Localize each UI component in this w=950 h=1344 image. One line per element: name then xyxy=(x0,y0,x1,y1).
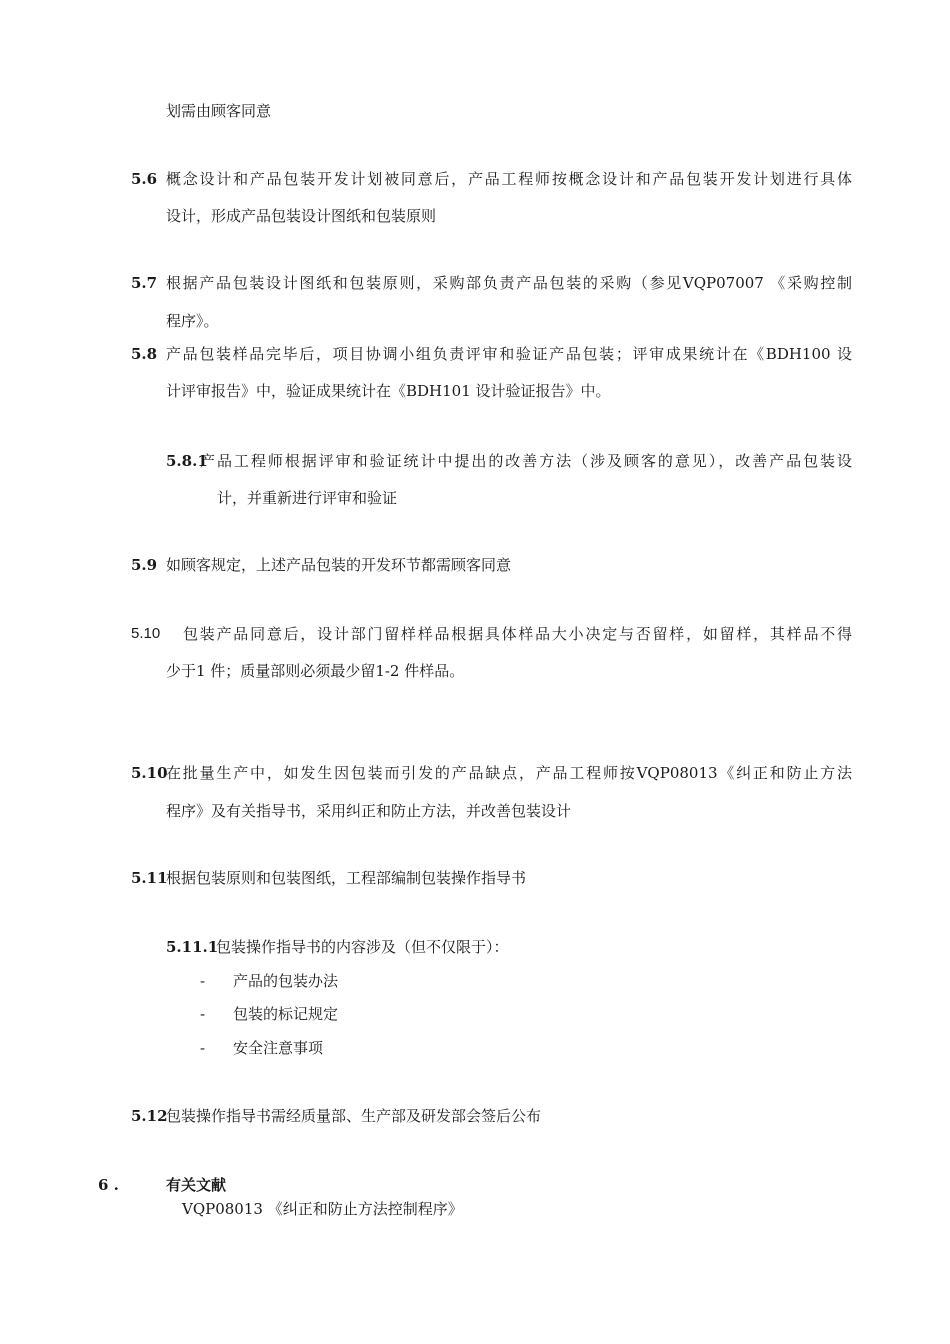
reference-item: VQP08013 《纠正和防止方法控制程序》 xyxy=(182,1200,463,1218)
section-number: 6 . xyxy=(98,1176,119,1194)
section-text: 概念设计和产品包装开发计划被同意后，产品工程师按概念设计和产品包装开发计划进行具体 xyxy=(166,170,852,188)
section-text: 少于1 件；质量部则必须最少留1-2 件样品。 xyxy=(166,662,465,680)
section-text: 根据包装原则和包装图纸，工程部编制包装操作指导书 xyxy=(166,869,527,887)
section-text: 如顾客规定，上述产品包装的开发环节都需顾客同意 xyxy=(166,556,512,574)
section-text: 产品工程师根据评审和验证统计中提出的改善方法（涉及顾客的意见），改善产品包装设 xyxy=(200,452,852,470)
list-bullet: - xyxy=(200,1039,206,1057)
section-number: 5.8 xyxy=(131,345,158,363)
section-number: 5.11.1 xyxy=(166,938,219,956)
section-number: 5.7 xyxy=(131,274,158,292)
list-item: 包装的标记规定 xyxy=(233,1005,339,1023)
section-number: 5.8.1 xyxy=(166,452,208,470)
section-text: 包装操作指导书需经质量部、生产部及研发部会签后公布 xyxy=(166,1107,542,1125)
section-number: 5.11 xyxy=(131,869,168,887)
section-number: 5.10 xyxy=(131,764,168,782)
section-heading: 有关文献 xyxy=(166,1176,227,1194)
section-text: 包装操作指导书的内容涉及（但不仅限于）： xyxy=(216,938,509,956)
section-text: 包装产品同意后，设计部门留样样品根据具体样品大小决定与否留样，如留样，其样品不得 xyxy=(183,625,852,643)
section-text: 计评审报告》中，验证成果统计在《BDH101 设计验证报告》中。 xyxy=(166,382,611,400)
section-text: 计，并重新进行评审和验证 xyxy=(217,489,398,507)
section-number: 5.12 xyxy=(131,1107,168,1125)
section-text: 程序》及有关指导书，采用纠正和防止方法，并改善包装设计 xyxy=(166,802,572,820)
section-number: 5.10 xyxy=(131,625,161,642)
list-item: 产品的包装办法 xyxy=(233,972,339,990)
list-item: 安全注意事项 xyxy=(233,1039,324,1057)
section-text: 产品包装样品完毕后，项目协调小组负责评审和验证产品包装；评审成果统计在《BDH100 设 xyxy=(166,345,852,363)
section-text: 根据产品包装设计图纸和包装原则，采购部负责产品包装的采购（参见VQP07007 《采购控制 xyxy=(166,274,852,292)
section-text: 在批量生产中，如发生因包装而引发的产品缺点，产品工程师按VQP08013《纠正和防止方法 xyxy=(166,764,852,782)
list-bullet: - xyxy=(200,1005,206,1023)
continuation-text: 划需由顾客同意 xyxy=(166,102,272,120)
section-number: 5.6 xyxy=(131,170,158,188)
section-text: 程序》。 xyxy=(166,312,219,330)
list-bullet: - xyxy=(200,972,206,990)
section-number: 5.9 xyxy=(131,556,158,574)
section-text: 设计，形成产品包装设计图纸和包装原则 xyxy=(166,207,437,225)
